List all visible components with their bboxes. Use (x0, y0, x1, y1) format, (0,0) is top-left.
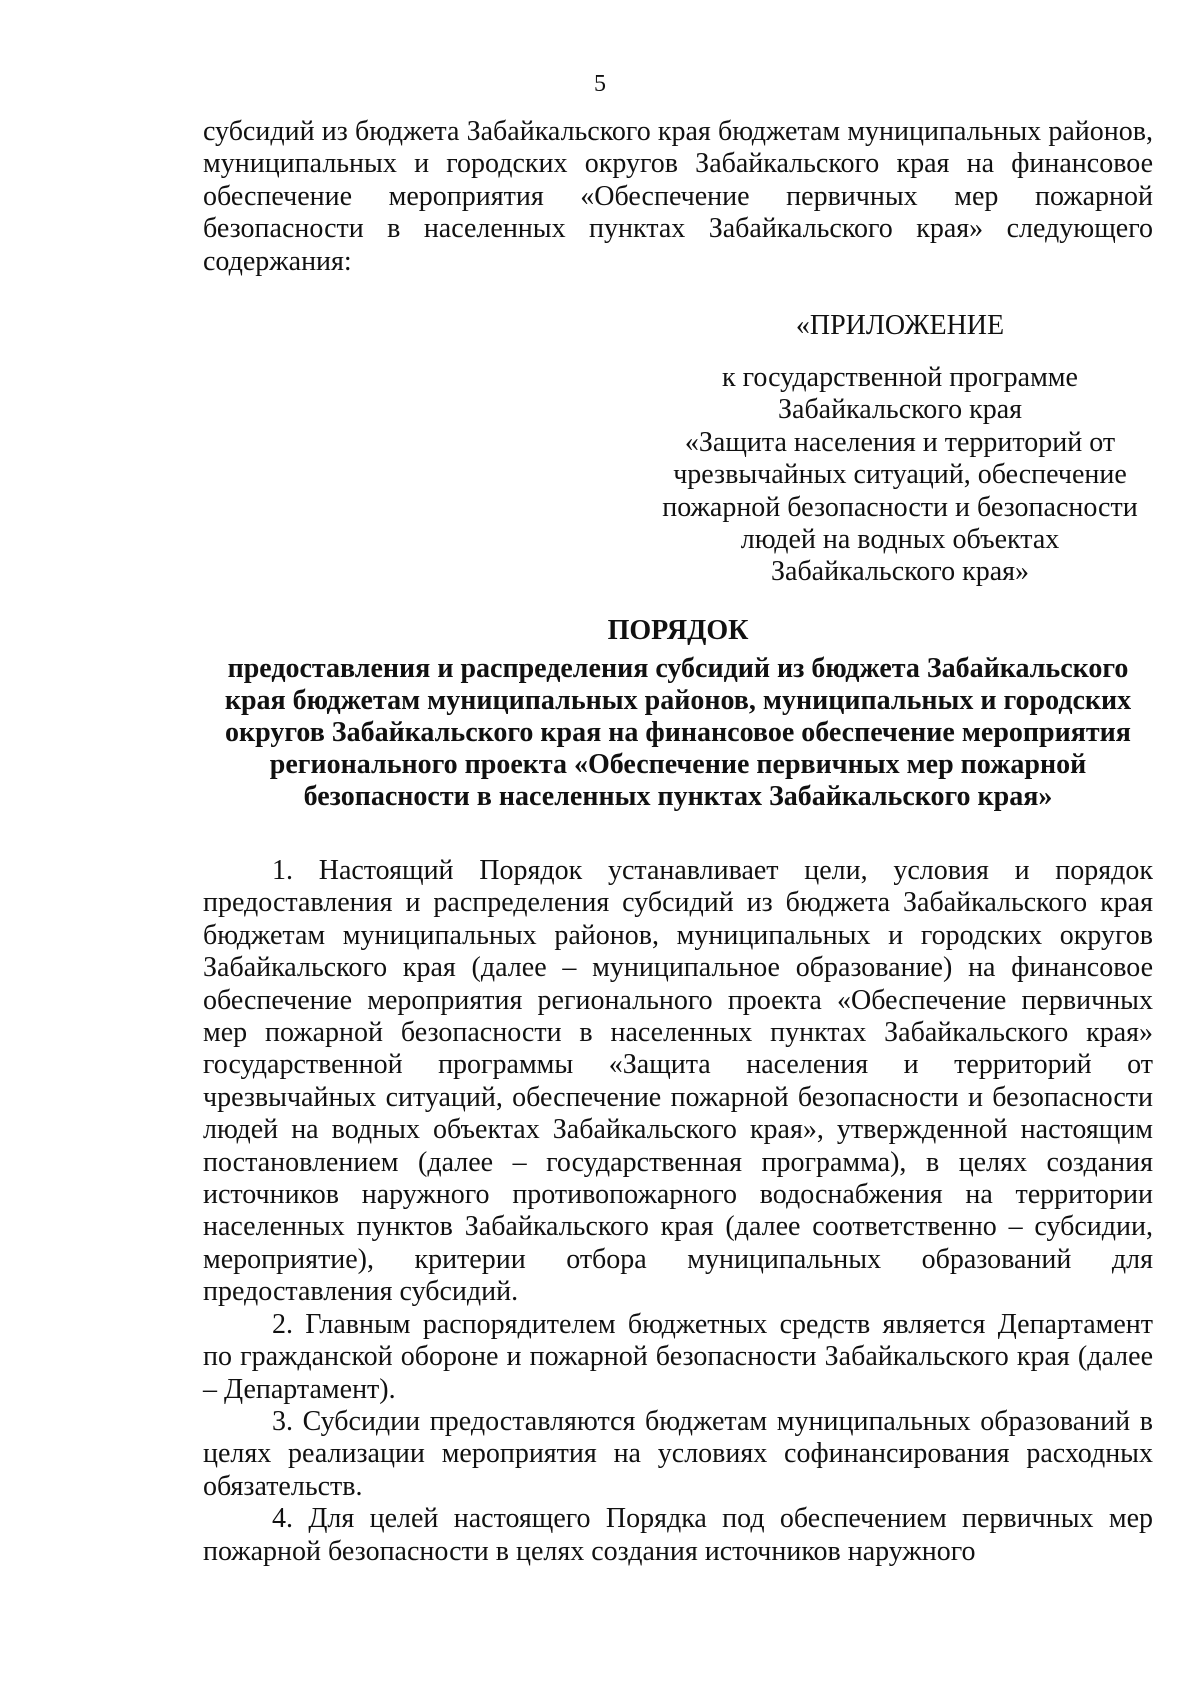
subtitle-line: округов Забайкальского края на финансовое обеспечение мероприятия (225, 717, 1131, 748)
intro-paragraph: субсидий из бюджета Забайкальского края бюджетам муниципальных районов, муниципальных и городских округов Забайкальского края на финансовое обеспечение мероприятия «Обеспечение первичных мер пожарной безопасности в населенных пунктах Забайкальского края» следующего содержания: (203, 116, 1153, 277)
appendix-reference (650, 362, 1150, 589)
appendix-line: чрезвычайных ситуаций, обеспечение (673, 459, 1127, 491)
document-body (203, 855, 1153, 1568)
appendix-line: Забайкальского края» (770, 556, 1029, 588)
appendix-line: Забайкальского края (777, 394, 1022, 426)
document-subtitle (200, 653, 1156, 813)
appendix-line: пожарной безопасности и безопасности (662, 491, 1138, 523)
paragraph-3: 3. Субсидии предоставляются бюджетам муниципальных образований в целях реализации мероприятия на условиях софинансирования расходных обязательств. (203, 1405, 1153, 1502)
paragraph-2: 2. Главным распорядителем бюджетных средств является Департамент по гражданской обороне и пожарной безопасности Забайкальского края (далее – Департамент). (203, 1308, 1153, 1405)
subtitle-line: края бюджетам муниципальных районов, муниципальных и городских (224, 685, 1132, 716)
subtitle-line: предоставления и распределения субсидий из бюджета Забайкальского (227, 653, 1129, 684)
appendix-heading: «ПРИЛОЖЕНИЕ (795, 310, 1005, 341)
paragraph-4: 4. Для целей настоящего Порядка под обеспечением первичных мер пожарной безопасности в целях создания источников наружного (203, 1503, 1153, 1567)
subtitle-line: регионального проекта «Обеспечение первичных мер пожарной (269, 749, 1087, 780)
paragraph-1: 1. Настоящий Порядок устанавливает цели, условия и порядок предоставления и распределения субсидий из бюджета Забайкальского края бюджетам муниципальных районов, муниципальных и городских округов Забайкальского края (далее – муниципальное образование) на финансовое обеспечение мероприятия регионального проекта «Обеспечение первичных мер пожарной безопасности в населенных пунктах Забайкальского края» государственной программы «Защита населения и территорий от чрезвычайных ситуаций, обеспечение пожарной безопасности и безопасности людей на водных объектах Забайкальского края», утвержденной настоящим постановлением (далее – государственная программа), в целях создания источников наружного противопожарного водоснабжения на территории населенных пунктов Забайкальского края (далее соответственно – субсидии, мероприятие), критерии отбора муниципальных образований для предоставления субсидий. (203, 855, 1153, 1308)
appendix-line: «Защита населения и территорий от (684, 426, 1116, 458)
appendix-line: к государственной программе (722, 362, 1078, 393)
document-title: ПОРЯДОК (607, 615, 749, 646)
page-number: 5 (594, 71, 606, 97)
appendix-line: людей на водных объектах (740, 524, 1060, 556)
subtitle-line: безопасности в населенных пунктах Забайкальского края» (303, 781, 1053, 812)
